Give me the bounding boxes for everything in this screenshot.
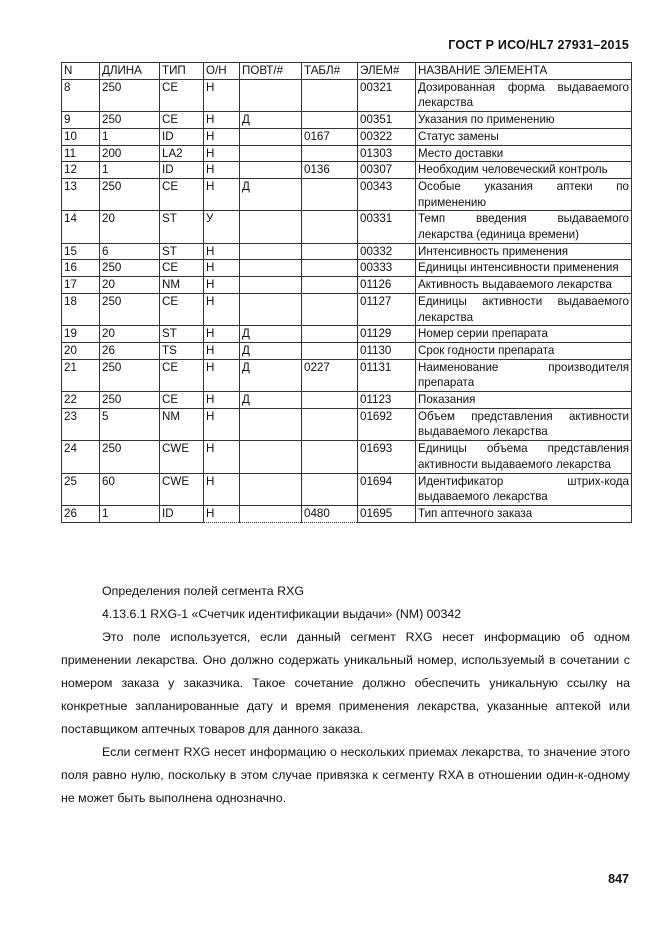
cell-element-name: Дозированная форма выдаваемого лекарства: [416, 79, 632, 111]
cell-element-name: Активность выдаваемого лекарства: [416, 277, 632, 294]
table-row: [62, 408, 632, 440]
cell-length: 5: [100, 408, 160, 440]
cell-optionality: Н: [204, 79, 240, 111]
cell-number: 24: [62, 441, 100, 473]
table-row: [62, 392, 632, 409]
cell-repeat: [240, 211, 302, 243]
table-body: [62, 79, 632, 522]
cell-table: [302, 178, 358, 210]
cell-repeat: [240, 277, 302, 294]
table-row: [62, 178, 632, 210]
cell-repeat: Д: [240, 326, 302, 343]
cell-element-id: 01695: [358, 505, 416, 522]
cell-table: [302, 408, 358, 440]
cell-type: ST: [160, 326, 204, 343]
cell-number: 19: [62, 326, 100, 343]
cell-table: [302, 392, 358, 409]
cell-optionality: Н: [204, 260, 240, 277]
cell-number: 25: [62, 473, 100, 505]
cell-table: [302, 145, 358, 162]
cell-table: [302, 326, 358, 343]
cell-element-id: 01131: [358, 359, 416, 391]
cell-number: 15: [62, 243, 100, 260]
cell-repeat: [240, 243, 302, 260]
cell-repeat: [240, 473, 302, 505]
cell-optionality: Н: [204, 128, 240, 145]
col-header-opt: О/Н: [204, 63, 240, 80]
table-row: [62, 441, 632, 473]
cell-optionality: Н: [204, 473, 240, 505]
cell-table: 0227: [302, 359, 358, 391]
table-row: [62, 277, 632, 294]
table-row: [62, 128, 632, 145]
cell-type: ST: [160, 211, 204, 243]
table-row: [62, 326, 632, 343]
cell-type: CE: [160, 293, 204, 325]
cell-type: CE: [160, 392, 204, 409]
cell-number: 11: [62, 145, 100, 162]
cell-element-name: Единицы активности выдаваемого лекарства: [416, 293, 632, 325]
cell-table: [302, 473, 358, 505]
cell-type: ID: [160, 505, 204, 522]
cell-repeat: [240, 79, 302, 111]
cell-type: ID: [160, 128, 204, 145]
cell-number: 20: [62, 342, 100, 359]
cell-repeat: [240, 505, 302, 522]
cell-number: 12: [62, 162, 100, 179]
cell-element-name: Место доставки: [416, 145, 632, 162]
cell-optionality: У: [204, 211, 240, 243]
cell-element-id: 01126: [358, 277, 416, 294]
cell-optionality: Н: [204, 505, 240, 522]
cell-element-id: 00351: [358, 112, 416, 129]
cell-optionality: Н: [204, 392, 240, 409]
cell-optionality: Н: [204, 359, 240, 391]
cell-element-id: 00331: [358, 211, 416, 243]
cell-number: 22: [62, 392, 100, 409]
cell-number: 21: [62, 359, 100, 391]
cell-length: 250: [100, 112, 160, 129]
cell-number: 23: [62, 408, 100, 440]
cell-element-name: Указания по применению: [416, 112, 632, 129]
cell-table: [302, 277, 358, 294]
cell-type: ST: [160, 243, 204, 260]
table-row: [62, 505, 632, 522]
cell-optionality: Н: [204, 441, 240, 473]
cell-type: NM: [160, 277, 204, 294]
cell-length: 250: [100, 260, 160, 277]
cell-length: 1: [100, 162, 160, 179]
col-header-element: ЭЛЕМ#: [358, 63, 416, 80]
cell-length: 60: [100, 473, 160, 505]
cell-element-id: 00343: [358, 178, 416, 210]
cell-element-name: Статус замены: [416, 128, 632, 145]
col-header-type: ТИП: [160, 63, 204, 80]
col-header-n: N: [62, 63, 100, 80]
cell-type: CE: [160, 112, 204, 129]
cell-element-name: Темп введения выдаваемого лекарства (единица времени): [416, 211, 632, 243]
cell-length: 250: [100, 293, 160, 325]
cell-element-name: Показания: [416, 392, 632, 409]
cell-repeat: Д: [240, 112, 302, 129]
cell-length: 250: [100, 79, 160, 111]
cell-element-id: 01123: [358, 392, 416, 409]
table-row: [62, 473, 632, 505]
table-header-row: [62, 63, 632, 80]
body-text: [61, 580, 630, 810]
cell-number: 16: [62, 260, 100, 277]
cell-optionality: Н: [204, 293, 240, 325]
cell-optionality: Н: [204, 326, 240, 343]
cell-optionality: Н: [204, 178, 240, 210]
cell-length: 20: [100, 326, 160, 343]
col-header-table: ТАБЛ#: [302, 63, 358, 80]
cell-optionality: Н: [204, 162, 240, 179]
cell-element-id: 00307: [358, 162, 416, 179]
cell-number: 18: [62, 293, 100, 325]
cell-type: CWE: [160, 473, 204, 505]
cell-element-id: 01127: [358, 293, 416, 325]
table-row: [62, 342, 632, 359]
cell-length: 250: [100, 441, 160, 473]
section-title: Определения полей сегмента RXG: [102, 584, 304, 598]
cell-optionality: Н: [204, 112, 240, 129]
cell-table: [302, 79, 358, 111]
cell-element-id: 01693: [358, 441, 416, 473]
cell-element-id: 00332: [358, 243, 416, 260]
cell-type: CE: [160, 79, 204, 111]
cell-repeat: Д: [240, 342, 302, 359]
cell-length: 1: [100, 505, 160, 522]
cell-type: CE: [160, 260, 204, 277]
cell-number: 26: [62, 505, 100, 522]
cell-number: 9: [62, 112, 100, 129]
cell-type: LA2: [160, 145, 204, 162]
table-row: [62, 112, 632, 129]
cell-length: 250: [100, 359, 160, 391]
table-row: [62, 145, 632, 162]
table-row: [62, 162, 632, 179]
cell-element-name: Объем представления активности выдаваемого лекарства: [416, 408, 632, 440]
cell-length: 250: [100, 178, 160, 210]
col-header-element-name: НАЗВАНИЕ ЭЛЕМЕНТА: [416, 63, 632, 80]
cell-type: CWE: [160, 441, 204, 473]
cell-number: 8: [62, 79, 100, 111]
cell-element-name: Идентификатор штрих-кода выдаваемого лекарства: [416, 473, 632, 505]
cell-table: [302, 260, 358, 277]
subsection-title: 4.13.6.1 RXG-1 «Счетчик идентификации выдачи» (NM) 00342: [102, 607, 462, 621]
cell-element-id: 01694: [358, 473, 416, 505]
cell-element-name: Номер серии препарата: [416, 326, 632, 343]
cell-type: NM: [160, 408, 204, 440]
cell-table: 0167: [302, 128, 358, 145]
cell-repeat: [240, 441, 302, 473]
table-row: [62, 293, 632, 325]
cell-repeat: [240, 293, 302, 325]
table-row: [62, 79, 632, 111]
cell-type: TS: [160, 342, 204, 359]
cell-length: 1: [100, 128, 160, 145]
cell-element-id: 01303: [358, 145, 416, 162]
paragraph: Если сегмент RXG несет информацию о нескольких приемах лекарства, то значение этого поля равно нулю, поскольку в этом случае привязка к сегменту RXA в отношении один-к-одному не может быть выполнена однозначно.: [61, 745, 630, 805]
document-header: ГОСТ Р ИСО/HL7 27931–2015: [448, 38, 629, 52]
cell-table: [302, 211, 358, 243]
cell-table: [302, 293, 358, 325]
cell-table: 0480: [302, 505, 358, 522]
cell-element-name: Срок годности препарата: [416, 342, 632, 359]
cell-repeat: [240, 162, 302, 179]
col-header-length: ДЛИНА: [100, 63, 160, 80]
cell-element-id: 00333: [358, 260, 416, 277]
cell-length: 26: [100, 342, 160, 359]
cell-optionality: Н: [204, 277, 240, 294]
cell-number: 17: [62, 277, 100, 294]
cell-type: ID: [160, 162, 204, 179]
cell-length: 20: [100, 277, 160, 294]
cell-type: CE: [160, 359, 204, 391]
cell-repeat: Д: [240, 392, 302, 409]
cell-optionality: Н: [204, 408, 240, 440]
cell-element-name: Наименование производителя препарата: [416, 359, 632, 391]
table-row: [62, 260, 632, 277]
cell-element-name: Особые указания аптеки по применению: [416, 178, 632, 210]
cell-repeat: Д: [240, 178, 302, 210]
cell-element-name: Единицы объема представления активности выдаваемого лекарства: [416, 441, 632, 473]
cell-table: [302, 342, 358, 359]
cell-number: 10: [62, 128, 100, 145]
cell-type: CE: [160, 178, 204, 210]
cell-table: [302, 243, 358, 260]
cell-number: 13: [62, 178, 100, 210]
cell-number: 14: [62, 211, 100, 243]
cell-optionality: Н: [204, 342, 240, 359]
cell-repeat: [240, 408, 302, 440]
page-number: 847: [608, 872, 629, 886]
cell-optionality: Н: [204, 145, 240, 162]
cell-length: 200: [100, 145, 160, 162]
table-row: [62, 359, 632, 391]
col-header-repeat: ПОВТ/#: [240, 63, 302, 80]
cell-repeat: Д: [240, 359, 302, 391]
table-row: [62, 243, 632, 260]
cell-element-name: Необходим человеческий контроль: [416, 162, 632, 179]
cell-element-id: 00322: [358, 128, 416, 145]
cell-element-id: 01129: [358, 326, 416, 343]
table-row: [62, 211, 632, 243]
cell-repeat: [240, 145, 302, 162]
cell-table: [302, 441, 358, 473]
cell-element-id: 01692: [358, 408, 416, 440]
cell-length: 250: [100, 392, 160, 409]
cell-repeat: [240, 128, 302, 145]
paragraph: Это поле используется, если данный сегмент RXG несет информацию об одном применении лекарства. Оно должно содержать уникальный номер, используемый в сочетании с номером заказа у заказчика. Такое сочетание должно обеспечить уникальную ссылку на конкретные запланированные дату и время применения лекарства, указанные аптекой или поставщиком аптечных товаров для данного заказа.: [61, 630, 630, 736]
segment-fields-table: [61, 62, 632, 523]
cell-length: 6: [100, 243, 160, 260]
cell-length: 20: [100, 211, 160, 243]
cell-optionality: Н: [204, 243, 240, 260]
cell-element-name: Единицы интенсивности применения: [416, 260, 632, 277]
cell-element-id: 00321: [358, 79, 416, 111]
cell-element-name: Интенсивность применения: [416, 243, 632, 260]
cell-repeat: [240, 260, 302, 277]
cell-element-id: 01130: [358, 342, 416, 359]
cell-table: [302, 112, 358, 129]
cell-element-name: Тип аптечного заказа: [416, 505, 632, 522]
cell-table: 0136: [302, 162, 358, 179]
